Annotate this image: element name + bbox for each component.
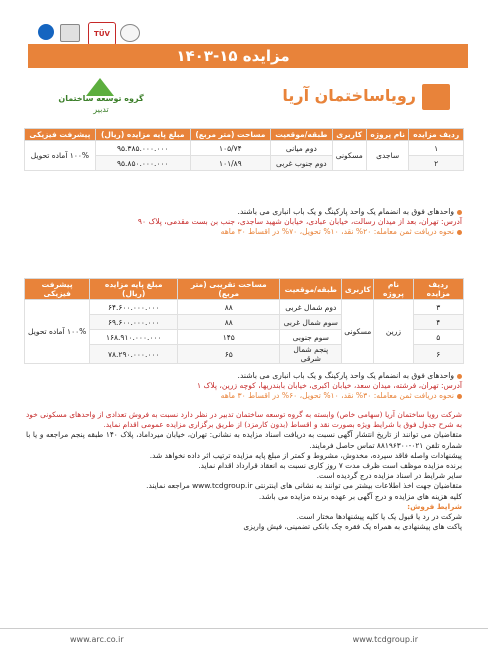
col-row: ردیف مزایده	[409, 129, 464, 141]
note-line	[26, 217, 462, 227]
terms-costs: کلیه هزینه های مزایده و درج آگهی بر عهده برنده مزایده می باشد.	[258, 491, 462, 501]
cert-seal-icon	[120, 24, 140, 42]
note-line	[26, 371, 462, 381]
cell-usage: مسکونی	[332, 141, 366, 171]
cell-area: ۸۸	[178, 315, 280, 330]
cell-price: ۱۶۸.۹۱۰.۰۰۰.۰۰۰	[90, 330, 178, 345]
cell-price: ۷۸.۲۹۰.۰۰۰.۰۰۰	[90, 345, 178, 364]
col-progress: پیشرفت فیزیکی	[25, 279, 90, 300]
footer-url-tcd[interactable]: www.tcdgroup.ir	[352, 635, 418, 644]
cell-project: زرین	[374, 300, 413, 364]
note-line	[26, 207, 462, 217]
cell-area: ۶۵	[178, 345, 280, 364]
cell-price: ۹۵.۳۸۵.۰۰۰.۰۰۰	[95, 141, 190, 156]
tadbir-logo-line2: تدبیر	[93, 105, 109, 114]
tadbir-logo-line1: گروه توسعه ساختمان	[58, 94, 144, 103]
note-parking: واحدهای فوق به انضمام یک واحد پارکینگ و یک باب انباری می باشند.	[237, 371, 454, 380]
cell-floor: دوم شمال غربی	[280, 300, 342, 315]
note-parking: واحدهای فوق به انضمام یک واحد پارکینگ و یک باب انباری می باشند.	[237, 207, 454, 216]
cell-progress: ۱۰۰% آماده تحویل	[25, 141, 96, 171]
col-usage: کاربری	[342, 279, 374, 300]
cell-floor: پنجم شمال شرقی	[280, 345, 342, 364]
notes-sajedi	[26, 207, 462, 237]
terms-invalid-bids: پیشنهادات واصله فاقد سپرده، مخدوش، مشروط و کمتر از مبلغ پایه مزایده ترتیب اثر داده نخواهد شد.	[149, 450, 462, 460]
col-price: مبلغ پایه مزایده (ریال)	[90, 279, 178, 300]
terms-documents: متقاضیان می توانند از تاریخ انتشار آگهی نسبت به دریافت اسناد مزایده به نشانی: تهران، خیابان میرداماد، پلاک ۱۴۰ طبقه پنجم مراجعه و یا با شماره تلفن ۰۲۱-۸۸۱۹۶۳۰۰ تماس حاصل فرمایند.	[26, 430, 462, 450]
terms-intro: شرکت رویا ساختمان آریا (سهامی خاص) وابسته به گروه توسعه ساختمان تدبیر در نظر دارد نسبت به فروش تعدادی از واحدهای مسکونی خود به شرح جدول فوق با شرایط ویژه بصورت نقد و اقساط (بدون کارمزد) از طریق برگزاری مزایده عمومی اقدام نماید.	[26, 410, 462, 430]
col-floor: طبقه/موقعیت	[280, 279, 342, 300]
cell-project: ساجدی	[366, 141, 408, 171]
bullet-icon	[457, 394, 462, 399]
col-project: نام پروژه	[366, 129, 408, 141]
cell-row: ۴	[413, 315, 463, 330]
terms-other: سایر شرایط در اسناد مزایده درج گردیده است.	[316, 471, 462, 481]
auction-terms	[26, 410, 462, 532]
auction-table-zarrin	[24, 278, 464, 364]
terms-website: متقاضیان جهت اخذ اطلاعات بیشتر می توانند به نشانی های اینترنتی www.tcdgroup.ir مراجعه نمایند.	[146, 481, 462, 491]
cell-area: ۱۰۵/۷۴	[190, 141, 271, 156]
cell-floor: سوم شمال غربی	[280, 315, 342, 330]
cell-row: ۳	[413, 300, 463, 315]
tadbir-logo	[56, 78, 146, 118]
table-row	[25, 141, 464, 156]
col-project: نام پروژه	[374, 279, 413, 300]
footer-url-arc[interactable]: www.arc.co.ir	[70, 635, 124, 644]
certification-logos	[0, 10, 488, 40]
bullet-icon	[457, 230, 462, 235]
col-area: مساحت تقریبی (متر مربع)	[178, 279, 280, 300]
col-usage: کاربری	[332, 129, 366, 141]
cell-row: ۶	[413, 345, 463, 364]
auction-table-sajedi	[24, 128, 464, 171]
note-line	[26, 391, 462, 401]
note-line	[26, 381, 462, 391]
cell-usage: مسکونی	[342, 300, 374, 364]
col-floor: طبقه/موقعیت	[271, 129, 332, 141]
cell-area: ۱۴۵	[178, 330, 280, 345]
tuv-badge-icon: TÜV	[88, 22, 116, 46]
footer	[0, 628, 488, 651]
cell-price: ۶۴.۶۰۰.۰۰۰.۰۰۰	[90, 300, 178, 315]
bullet-icon	[457, 374, 462, 379]
note-address: آدرس: تهران، بعد از میدان رسالت، خیابان عبادی، خیابان شهید ساجدی، جنب بن بست مقدمی، پلاک ۹۰	[137, 217, 462, 226]
condition-item: پاکت های پیشنهادی به همراه یک فقره چک بانکی تضمینی، فیش واریزی	[243, 522, 462, 532]
table-row	[25, 300, 464, 315]
iso-badge-icon	[38, 24, 54, 40]
cell-row: ۲	[409, 156, 464, 171]
conditions-title: شرایط فروش:	[407, 501, 462, 511]
notes-zarrin	[26, 371, 462, 401]
cell-floor: دوم میانی	[271, 141, 332, 156]
cell-floor: دوم جنوب غربی	[271, 156, 332, 171]
cell-row: ۱	[409, 141, 464, 156]
page-title: مزایده ۱۵-۱۴۰۳	[176, 47, 290, 65]
bullet-icon	[457, 210, 462, 215]
note-payment: نحوه دریافت ثمن معامله: ۳۰% نقد، ۱۰% تحویل، ۶۰% در اقساط ۳۰ ماهه	[220, 391, 454, 400]
roya-logo	[282, 80, 450, 120]
cell-row: ۵	[413, 330, 463, 345]
note-payment: نحوه دریافت ثمن معامله: ۲۰% نقد، ۱۰% تحویل، ۷۰% در اقساط ۳۰ ماهه	[220, 227, 454, 236]
cell-area: ۸۸	[178, 300, 280, 315]
condition-item: شرکت در رد یا قبول یک یا کلیه پیشنهادها مختار است.	[296, 512, 462, 522]
note-line	[26, 227, 462, 237]
cell-progress: ۱۰۰% آماده تحویل	[25, 300, 90, 364]
col-price: مبلغ پایه مزایده (ریال)	[95, 129, 190, 141]
roya-logo-icon	[422, 84, 450, 110]
col-progress: پیشرفت فیزیکی	[25, 129, 96, 141]
terms-winner: برنده مزایده موظف است ظرف مدت ۷ روز کاری نسبت به انعقاد قرارداد اقدام نماید.	[198, 461, 462, 471]
col-row: ردیف مزایده	[413, 279, 463, 300]
cert-badge-icon	[60, 24, 80, 42]
roya-logo-name: رویاساختمان آریا	[282, 86, 416, 105]
cell-area: ۱۰۱/۸۹	[190, 156, 271, 171]
col-area: مساحت (متر مربع)	[190, 129, 271, 141]
cell-price: ۶۹.۶۰۰.۰۰۰.۰۰۰	[90, 315, 178, 330]
cell-floor: سوم جنوبی	[280, 330, 342, 345]
cell-price: ۹۵.۸۵۰.۰۰۰.۰۰۰	[95, 156, 190, 171]
note-address: آدرس: تهران، فرشته، میدان سعد، خیابان اکبری، خیابان بابندریها، کوچه زرین، پلاک ۱	[197, 381, 462, 390]
